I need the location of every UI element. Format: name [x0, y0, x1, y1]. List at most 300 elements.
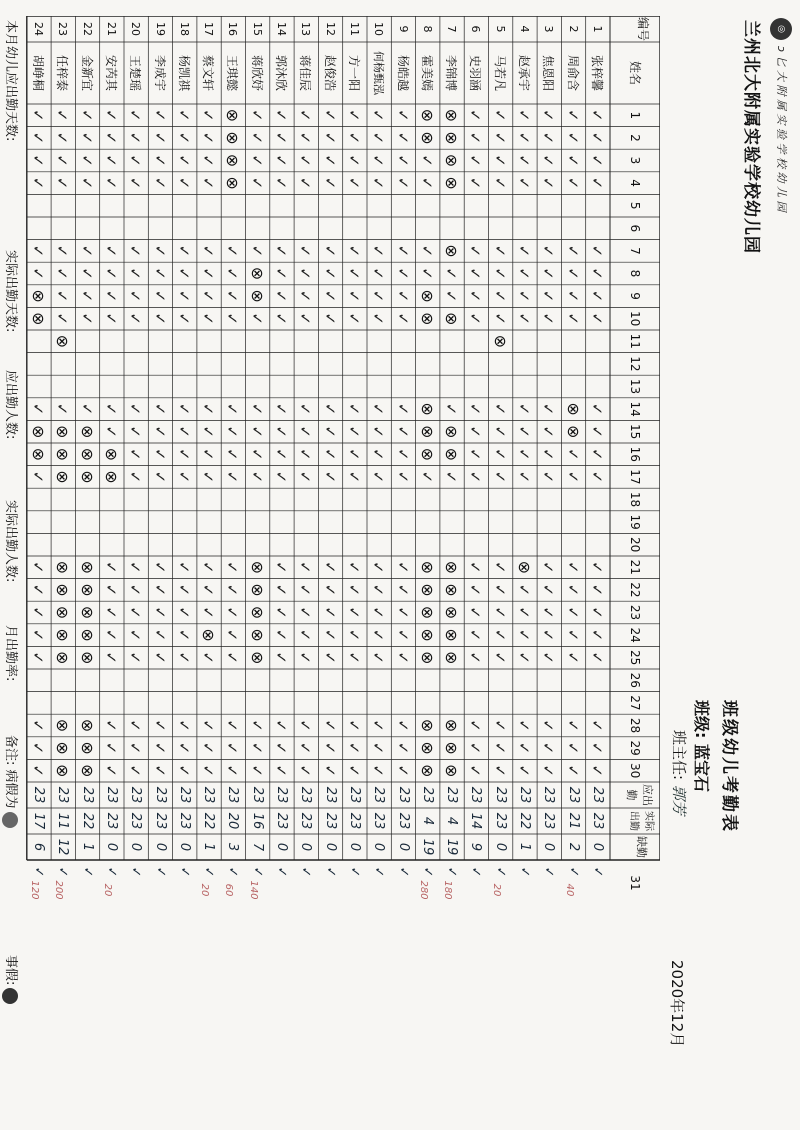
present-check: ✓	[150, 764, 169, 777]
student-name: 任梓泰	[55, 54, 70, 91]
present-check: ✓	[345, 109, 363, 122]
refund-amount: 140	[247, 880, 259, 900]
present-check: ✓	[588, 267, 606, 280]
expected-days: 23	[492, 786, 508, 804]
absent-mark: ⊗	[77, 470, 97, 484]
present-check: ✓	[272, 470, 291, 484]
absent-mark: ⊗	[247, 583, 267, 597]
present-check: ✓	[126, 741, 145, 755]
col-header-day: 30	[628, 763, 642, 779]
student-name: 周俞含	[565, 54, 580, 91]
absent-mark: ⊗	[417, 605, 437, 620]
extra-check: ✓	[128, 866, 144, 878]
present-check: ✓	[174, 764, 193, 777]
present-check: ✓	[539, 109, 558, 122]
present-check: ✓	[223, 651, 242, 664]
student-name: 方一阳	[347, 54, 361, 91]
present-check: ✓	[515, 470, 534, 484]
present-check: ✓	[102, 289, 120, 303]
present-check: ✓	[29, 470, 48, 484]
present-check: ✓	[320, 628, 339, 642]
present-check: ✓	[247, 741, 266, 755]
absent-mark: ⊗	[442, 176, 462, 190]
teacher-value: 郭芳	[670, 784, 688, 815]
absent-days: 0	[590, 842, 605, 852]
absent-mark: ⊗	[29, 447, 49, 461]
present-check: ✓	[369, 741, 388, 755]
absent-mark: ⊗	[417, 763, 437, 778]
absent-mark: ⊗	[77, 560, 97, 574]
col-header-day: 17	[628, 469, 642, 485]
present-check: ✓	[102, 154, 120, 167]
absent-mark: ⊗	[417, 741, 437, 755]
present-check: ✓	[223, 312, 242, 325]
refund-amount: 20	[102, 883, 113, 897]
present-check: ✓	[150, 267, 169, 280]
footer-monthly-rate: 月出勤率:	[3, 625, 18, 682]
absent-mark: ⊗	[442, 311, 462, 326]
absent-days: 19	[444, 838, 460, 856]
present-check: ✓	[466, 741, 485, 755]
col-header-day: 27	[628, 695, 642, 711]
present-check: ✓	[320, 425, 339, 438]
absent-mark: ⊗	[29, 424, 49, 439]
present-check: ✓	[320, 741, 339, 755]
present-check: ✓	[563, 244, 582, 258]
present-check: ✓	[588, 244, 606, 258]
present-check: ✓	[466, 131, 485, 145]
present-check: ✓	[77, 289, 96, 303]
present-check: ✓	[53, 267, 72, 280]
absent-days: 0	[322, 842, 338, 852]
actual-days: 4	[419, 816, 435, 826]
expected-days: 23	[176, 786, 192, 804]
present-check: ✓	[345, 176, 363, 190]
present-check: ✓	[320, 289, 339, 303]
present-check: ✓	[174, 176, 193, 190]
col-header-day: 15	[628, 424, 642, 440]
present-check: ✓	[588, 289, 606, 303]
present-check: ✓	[223, 583, 242, 597]
present-check: ✓	[320, 470, 339, 484]
present-check: ✓	[345, 131, 363, 145]
present-check: ✓	[539, 131, 558, 145]
present-check: ✓	[515, 402, 534, 416]
actual-days: 21	[565, 812, 581, 830]
present-check: ✓	[150, 289, 169, 303]
row-number: 23	[56, 22, 70, 36]
present-check: ✓	[272, 312, 291, 325]
present-check: ✓	[515, 741, 534, 755]
present-check: ✓	[296, 470, 315, 484]
present-check: ✓	[588, 651, 606, 664]
present-check: ✓	[320, 176, 339, 190]
present-check: ✓	[150, 402, 169, 416]
present-check: ✓	[539, 741, 558, 755]
col-header-day: 4	[628, 179, 642, 187]
present-check: ✓	[369, 244, 388, 258]
present-check: ✓	[223, 289, 242, 303]
present-check: ✓	[466, 312, 485, 325]
absent-mark: ⊗	[53, 628, 73, 642]
absent-days: 0	[274, 842, 290, 852]
present-check: ✓	[174, 628, 193, 642]
present-check: ✓	[272, 651, 291, 664]
present-check: ✓	[466, 448, 485, 461]
col-header-day: 12	[628, 356, 642, 372]
present-check: ✓	[102, 402, 120, 416]
present-check: ✓	[199, 154, 218, 167]
present-check: ✓	[126, 628, 145, 642]
present-check: ✓	[345, 244, 363, 258]
absent-mark: ⊗	[53, 741, 73, 755]
present-check: ✓	[126, 606, 145, 619]
present-check: ✓	[563, 741, 582, 755]
present-check: ✓	[199, 651, 218, 664]
present-check: ✓	[223, 448, 242, 461]
present-check: ✓	[296, 176, 315, 190]
present-check: ✓	[369, 719, 388, 732]
present-check: ✓	[102, 651, 120, 664]
present-check: ✓	[53, 289, 72, 303]
present-check: ✓	[296, 267, 315, 280]
present-check: ✓	[223, 402, 242, 416]
present-check: ✓	[223, 561, 242, 574]
class-value: 蓝宝石	[692, 743, 711, 792]
refund-amount: 60	[223, 883, 235, 897]
present-check: ✓	[393, 289, 412, 303]
extra-check: ✓	[201, 866, 217, 878]
present-check: ✓	[345, 470, 363, 484]
present-check: ✓	[320, 244, 339, 258]
present-check: ✓	[296, 651, 315, 664]
present-check: ✓	[345, 425, 363, 438]
present-check: ✓	[466, 470, 485, 484]
col-header-day: 20	[628, 537, 642, 553]
col-header-day: 8	[628, 269, 642, 278]
present-check: ✓	[29, 154, 48, 167]
extra-check: ✓	[371, 866, 387, 878]
present-check: ✓	[588, 719, 606, 732]
absent-mark: ⊗	[417, 650, 437, 665]
expected-days: 23	[104, 786, 119, 804]
present-check: ✓	[490, 561, 509, 574]
absent-mark: ⊗	[199, 628, 219, 642]
absent-mark: ⊗	[102, 447, 121, 461]
present-check: ✓	[102, 583, 120, 597]
present-check: ✓	[102, 719, 120, 732]
absent-days: 0	[128, 842, 144, 852]
present-check: ✓	[588, 741, 606, 755]
present-check: ✓	[515, 154, 534, 167]
present-check: ✓	[417, 176, 436, 190]
present-check: ✓	[29, 131, 48, 145]
school-seal-icon: ◎	[770, 18, 792, 40]
class-field	[691, 700, 714, 792]
present-check: ✓	[369, 651, 388, 664]
expected-days: 23	[79, 786, 95, 804]
present-check: ✓	[223, 267, 242, 280]
present-check: ✓	[126, 244, 145, 258]
present-check: ✓	[369, 628, 388, 642]
row-number: 8	[420, 25, 434, 33]
present-check: ✓	[247, 425, 266, 438]
extra-check: ✓	[590, 866, 605, 878]
extra-check: ✓	[347, 866, 362, 878]
refund-amount: 20	[490, 883, 502, 897]
present-check: ✓	[126, 470, 145, 484]
actual-days: 23	[152, 812, 168, 830]
col-header-day: 24	[628, 627, 642, 643]
actual-days: 22	[79, 812, 95, 830]
present-check: ✓	[29, 176, 48, 190]
absent-days: 9	[468, 842, 484, 852]
present-check: ✓	[272, 176, 291, 190]
present-check: ✓	[126, 267, 145, 280]
present-check: ✓	[53, 176, 72, 190]
col-header-day: 29	[628, 740, 642, 756]
extra-check: ✓	[565, 866, 581, 878]
present-check: ✓	[150, 651, 169, 664]
expected-days: 23	[274, 786, 290, 804]
absent-mark: ⊗	[442, 763, 462, 778]
present-check: ✓	[296, 764, 315, 777]
footer-actual-people: 实际出勤人数:	[3, 500, 18, 583]
absent-days: 1	[201, 842, 217, 852]
actual-days: 23	[492, 812, 508, 830]
present-check: ✓	[320, 109, 339, 122]
absent-days: 0	[395, 842, 411, 852]
student-name: 赵承宇	[517, 54, 532, 91]
actual-days: 23	[590, 812, 605, 830]
present-check: ✓	[320, 764, 339, 777]
refund-amount: 20	[199, 883, 211, 897]
present-check: ✓	[393, 154, 412, 167]
present-check: ✓	[77, 244, 96, 258]
present-check: ✓	[199, 606, 218, 619]
present-check: ✓	[490, 651, 509, 664]
present-check: ✓	[563, 176, 582, 190]
col-header-day: 5	[628, 201, 642, 210]
present-check: ✓	[466, 561, 485, 574]
absent-days: 19	[419, 838, 435, 856]
present-check: ✓	[515, 289, 534, 303]
present-check: ✓	[199, 402, 218, 416]
present-check: ✓	[53, 312, 72, 325]
present-check: ✓	[369, 606, 388, 619]
expected-days: 23	[31, 786, 47, 804]
present-check: ✓	[126, 764, 145, 777]
present-check: ✓	[442, 402, 461, 416]
present-check: ✓	[320, 312, 339, 325]
present-check: ✓	[588, 131, 606, 145]
absent-mark: ⊗	[442, 153, 462, 168]
col-header-expected: 应出勤	[625, 784, 654, 806]
sick-label: 病假为	[3, 769, 18, 809]
row-number: 4	[518, 25, 532, 33]
present-check: ✓	[174, 289, 193, 303]
absent-mark: ⊗	[442, 628, 462, 642]
row-number: 13	[299, 22, 313, 36]
present-check: ✓	[417, 244, 436, 258]
present-check: ✓	[296, 561, 315, 574]
present-check: ✓	[442, 267, 461, 280]
present-check: ✓	[466, 402, 485, 416]
absent-days: 1	[79, 842, 95, 852]
present-check: ✓	[247, 470, 266, 484]
present-check: ✓	[102, 131, 120, 145]
present-check: ✓	[320, 131, 339, 145]
student-name: 蔡文轩	[201, 54, 216, 91]
absent-days: 1	[517, 842, 533, 852]
student-name: 何杨甄泓	[372, 51, 386, 95]
absent-mark: ⊗	[417, 311, 437, 326]
present-check: ✓	[296, 719, 315, 732]
col-header-day: 3	[628, 156, 642, 165]
present-check: ✓	[247, 176, 266, 190]
present-check: ✓	[490, 402, 509, 416]
expected-days: 23	[419, 786, 435, 804]
absent-mark: ⊗	[442, 650, 462, 665]
row-number: 6	[469, 25, 483, 33]
present-check: ✓	[393, 651, 412, 664]
present-check: ✓	[53, 154, 72, 167]
absent-mark: ⊗	[247, 560, 267, 574]
student-name: 胡峥桐	[31, 54, 46, 91]
col-header-day: 16	[628, 446, 642, 462]
present-check: ✓	[490, 741, 509, 755]
footer-personal	[3, 955, 23, 1004]
student-name: 霍美嫣	[419, 54, 434, 91]
present-check: ✓	[272, 425, 291, 438]
present-check: ✓	[320, 606, 339, 619]
present-check: ✓	[320, 651, 339, 664]
present-check: ✓	[247, 131, 266, 145]
present-check: ✓	[466, 583, 485, 597]
absent-mark: ⊗	[442, 424, 462, 439]
expected-days: 23	[565, 786, 581, 804]
present-check: ✓	[515, 628, 534, 642]
present-check: ✓	[53, 244, 72, 258]
present-check: ✓	[417, 267, 436, 280]
absent-mark: ⊗	[417, 560, 437, 574]
extra-check: ✓	[322, 866, 338, 878]
present-check: ✓	[490, 109, 509, 122]
present-check: ✓	[490, 176, 509, 190]
present-check: ✓	[150, 719, 169, 732]
absent-mark: ⊗	[77, 718, 97, 733]
absent-mark: ⊗	[53, 447, 73, 461]
present-check: ✓	[77, 312, 96, 325]
present-check: ✓	[515, 651, 534, 664]
present-check: ✓	[296, 312, 315, 325]
present-check: ✓	[539, 561, 558, 574]
extra-check: ✓	[492, 866, 508, 878]
present-check: ✓	[345, 448, 363, 461]
present-check: ✓	[490, 448, 509, 461]
extra-check: ✓	[298, 866, 314, 878]
present-check: ✓	[150, 448, 169, 461]
present-check: ✓	[539, 425, 558, 438]
present-check: ✓	[150, 244, 169, 258]
col-header-day: 21	[628, 559, 642, 575]
absent-mark: ⊗	[417, 131, 437, 145]
student-name: 李成宇	[152, 54, 167, 91]
col-header-day: 6	[628, 224, 642, 233]
present-check: ✓	[490, 289, 509, 303]
absent-days: 0	[541, 842, 557, 852]
col-header-extra: 31	[628, 875, 642, 891]
absent-mark: ⊗	[417, 628, 437, 642]
absent-mark: ⊗	[53, 560, 73, 574]
present-check: ✓	[515, 312, 534, 325]
absent-days: 0	[176, 842, 192, 852]
absent-mark: ⊗	[53, 424, 73, 439]
col-header-day: 19	[628, 514, 642, 530]
absent-mark: ⊗	[247, 628, 267, 642]
actual-days: 16	[249, 812, 265, 830]
present-check: ✓	[466, 651, 485, 664]
row-number: 20	[129, 22, 143, 36]
actual-days: 23	[176, 812, 192, 830]
present-check: ✓	[53, 131, 72, 145]
absent-mark: ⊗	[417, 447, 437, 461]
present-check: ✓	[345, 719, 363, 732]
present-check: ✓	[174, 561, 193, 574]
absent-mark: ⊗	[53, 650, 73, 665]
present-check: ✓	[345, 312, 363, 325]
col-header-day: 14	[628, 401, 642, 417]
present-check: ✓	[515, 244, 534, 258]
present-check: ✓	[247, 402, 266, 416]
present-check: ✓	[223, 606, 242, 619]
present-check: ✓	[272, 583, 291, 597]
present-check: ✓	[199, 448, 218, 461]
present-check: ✓	[588, 154, 606, 167]
present-check: ✓	[272, 267, 291, 280]
col-header-day: 26	[628, 672, 642, 688]
present-check: ✓	[174, 244, 193, 258]
present-check: ✓	[490, 583, 509, 597]
attendance-table	[20, 16, 660, 1046]
present-check: ✓	[199, 176, 218, 190]
present-check: ✓	[393, 425, 412, 438]
expected-days: 23	[395, 786, 411, 804]
student-name: 王楚瑶	[128, 54, 143, 91]
col-header-day: 11	[628, 333, 642, 349]
present-check: ✓	[199, 561, 218, 574]
present-check: ✓	[466, 244, 485, 258]
present-check: ✓	[29, 764, 48, 777]
expected-days: 23	[128, 786, 144, 804]
present-check: ✓	[272, 289, 291, 303]
absent-mark: ⊗	[77, 583, 97, 597]
absent-mark: ⊗	[53, 583, 73, 597]
col-header-day: 7	[628, 247, 642, 255]
present-check: ✓	[345, 741, 363, 755]
expected-days: 23	[541, 786, 557, 804]
student-name: 郭沐欣	[274, 54, 289, 91]
col-header-day: 23	[628, 604, 642, 621]
absent-mark: ⊗	[442, 605, 462, 620]
student-name: 杨凯祺	[176, 54, 191, 91]
present-check: ✓	[272, 109, 291, 122]
present-check: ✓	[515, 131, 534, 145]
present-check: ✓	[126, 402, 145, 416]
present-check: ✓	[199, 470, 218, 484]
absent-mark: ⊗	[442, 560, 462, 574]
present-check: ✓	[150, 131, 169, 145]
